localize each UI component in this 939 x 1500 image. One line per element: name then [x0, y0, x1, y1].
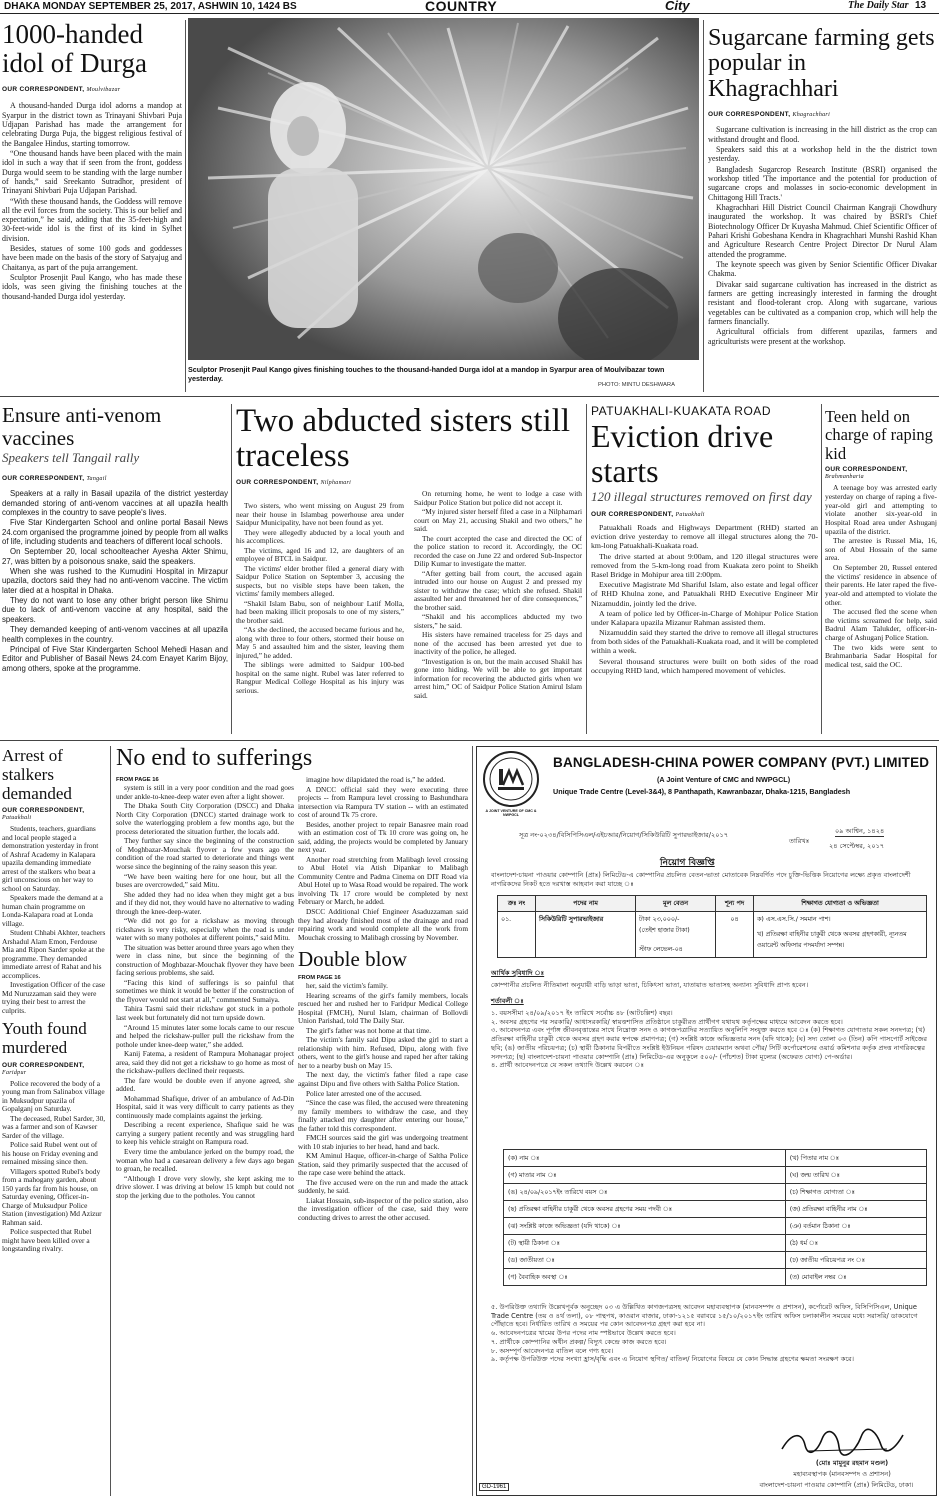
column-header: শিক্ষাগত যোগ্যতা ও অভিজ্ঞতা [754, 896, 927, 912]
subheadline: 120 illegal structures removed on first day [591, 489, 812, 505]
table-row: (ঝ) সংশ্লিষ্ট কাজে অভিজ্ঞতা (যদি থাকে) ঃ (ঞ) বর্তমান ঠিকানা ঃ [504, 1218, 927, 1235]
page-number: 13 [915, 0, 927, 11]
date-gregorian: ২৪ সেপ্টেম্বর, ২০১৭ [829, 842, 885, 850]
conditions-list-2 [491, 1303, 927, 1364]
table-row: (ণ) বৈবাহিক অবস্থা ঃ (ত) মোবাইল নম্বর ঃ [504, 1269, 927, 1286]
table-row: (ট) স্থায়ী ঠিকানা ঃ (ঠ) ধর্ম ঃ [504, 1235, 927, 1252]
section-city: City [665, 0, 690, 13]
article-col-1: Two sisters, who went missing on August 29 from near their house in Islambag powerhouse area under Saidpur Municipality, have not been found as yet. They were allegedly abducted by a local youth and his accomplices. The victims, aged 16 and 12, are daughters of an employee of BTCL in Saidpur. The victims' elder brother filed a general diary with Saidpur Police Station on September 3, accusing the suspects, but no visible steps have been taken, the victims' family members alleged. “Shakil Islam Babu, son of neighbour Latif Molla, had been making illicit proposals to one of my sisters,” the brother said. “As she declined, the accused became furious and he, along with three to four others, stormed their house on May 5 and assaulted him and the sister, leaving them injured,” he added. The siblings were admitted to Saidpur 100-bed hospital on the same night. Rubel was later referred to Rangpur Medical College Hospital as his injury was serious. [236, 501, 404, 695]
company-address: Unique Trade Centre (Level-3&4), 8 Panthapath, Kawranbazar, Dhaka-1215, Bangladesh [553, 787, 851, 796]
conditions-list [491, 1009, 927, 1070]
article-body: A teenage boy was arrested early yesterday on charge of raping a five-year-old girl and attempting to violate another six-year-old in Hospital Road area under Ashuganj upazila of the district. The arrestee is Russel Mia, 16, son of Abul Hossain of the same area. On September 20, Russel entered the victims' residence in absence of their parents. He later raped the five-year-old and attempted to violate the other. The accused fled the scene when the victims screamed for help, said Badrul Alam Talukder, officer-in-charge of Ashuganj Police Station. The two kids were sent to Brahmanbaria Sadar Hospital for medical test, said the OC. [825, 483, 937, 669]
signatory-title: মহাব্যবস্থাপক (মানবসম্পদ ও প্রশাসন) [793, 1470, 891, 1478]
condition-item: ৩. আবেদনপত্র এবং পূর্ণাঙ্গ জীবনবৃত্তান্তের সাথে নিম্নোক্ত সনদ ও কাগজপত্রাদির সত্যায়িত অনুলিপি সংযুক্ত করতে হবে ঃ (ক) শিক্ষাগত যোগ্যতার সকল সনদপত্র; (খ) প্রতিরক্ষা বাহিনীর চাকুরী থেকে অবসর গ্রহণ করার স্বপক্ষে প্রমাণপত্র; (গ) সংশ্লিষ্ট কাজে অভিজ্ঞতার সনদ (যদি থাকে); (ঘ) সদ্য তোলা ০৩ (তিন) কপি পাসপোর্ট সাইজের ছবি; (ঙ) জাতীয় পরিচয়পত্র; (চ) স্থায়ী ঠিকানার বিপরীতে সংশ্লিষ্ট ইউনিয়ন পরিষদ চেয়ারম্যান অথবা পৌর/ সিটি কর্পোরেশনের ওয়ার্ড কমিশনার কর্তৃক প্রদত্ত নাগরিকত্বের সনদপত্র; (ছ) বাংলাদেশ-চায়না পাওয়ার কোম্পানি (প্রাঃ) লিমিটেড-এর অনুকূলে ৫০০/- (পাঁচশত) টাকা মূল্যের (অফেরত যোগ্য) পে-অর্ডার। [491, 1026, 927, 1061]
table-row: (ড) জাতীয়তা ঃ (ঢ) জাতীয় পরিচয়পত্র নং ঃ [504, 1252, 927, 1269]
doubleblow-article [298, 948, 468, 1222]
byline: OUR CORRESPONDENT, Tangail [2, 475, 107, 483]
left-column [2, 746, 106, 1496]
recruitment-advertisement [476, 746, 937, 1496]
headline: Double blow [298, 947, 408, 972]
column-header: ক্রঃ নং [498, 896, 536, 912]
row-post: সিকিউরিটি সুপারভাইজার [536, 912, 636, 958]
row-serial: ০১. [498, 912, 536, 958]
byline: OUR CORRESPONDENT, Moulvibazar [2, 86, 121, 94]
sisters-article [236, 404, 582, 734]
condition-item: ৭. প্রার্থীকে কোম্পানির অধীন প্রকল্প/ বিদ্যুৎ কেন্দ্রে কাজ করতে হবে। [491, 1337, 667, 1346]
antivenom-article [2, 404, 228, 726]
reference-number: সূত্র নং-০২৩৪/বিসিপিসিএল/এইচআর/নিয়োগ/সিকিউরিটি সুপারভাইজার/২০১৭ [519, 831, 729, 839]
vacancy-table [497, 895, 927, 958]
applicant-info-table [503, 1149, 927, 1286]
table-row: (গ) মাতার নাম ঃ (ঘ) জন্ম তারিখ ঃ [504, 1167, 927, 1184]
table-row [498, 912, 927, 958]
benefits-title: আর্থিক সুবিধাদি ঃ [491, 969, 545, 977]
middle-column [298, 776, 468, 1496]
headline: 1000-handed idol of Durga [2, 19, 147, 78]
headline: Arrest of stalkers demanded [2, 746, 72, 804]
article-body: Speakers at a rally in Basail upazila of the district yesterday demanded storing of anti-venom vaccines at all upazila health complexes in the country to save people's lives. Five Star Kindergarten School and online portal Basail News 24.com organised the programme joined by people from all walks of life, including students and teachers of different local schools. On September 20, local schoolteacher Ayesha Akter Shimu, 27, was bitten by a poisonous snake, said the speakers. When she was rushed to the Kumudini Hospital in Mirzapur upazila, doctors said they had no anti-venom vaccine. The victim later died at a hospital in Dhaka. They do not want to lose any other bright person like Shimu due to lack of anti-venom vaccine at any hospital, said the speakers. They demanded keeping of anti-venom vaccines at all upazila health complexes in the country. Principal of Five Star Kindergarten School Mehedi Hasan and Editor and Publisher of Basail News 24.com Enayet Karim Bijoy, among others, spoke at the programme. [2, 489, 228, 673]
stalkers-article [2, 746, 106, 1015]
durga-photo [188, 18, 699, 360]
teen-article [825, 408, 937, 734]
company-logo-icon [483, 751, 539, 807]
condition-item: ৯. কর্তৃপক্ষ উপরিউক্ত পদের সংখ্যা হ্রাস/বৃদ্ধি এবং এ নিয়োগ স্থগিত/ বাতিল/ নিয়োগের বিষয়ে যে কোন সিদ্ধান্ত গ্রহণের ক্ষমতা সংরক্ষণ করে। [491, 1355, 855, 1364]
table-row: (ঙ) ২৪/০৯/২০১৭ইং তারিখে বয়স ঃ (চ) শিক্ষাগত যোগ্যতা ঃ [504, 1184, 927, 1201]
condition-item: ৮. অসম্পূর্ণ আবেদনপত্র বাতিল বলে গণ্য হবে। [491, 1346, 614, 1355]
byline: OUR CORRESPONDENT, Patuakhali [591, 511, 705, 519]
byline: OUR CORRESPONDENT, Brahmanbaria [825, 466, 908, 481]
headline: No end to sufferings [116, 745, 313, 771]
signature-icon [777, 1427, 907, 1457]
article-body: A thousand-handed Durga idol adorns a mandop at Syarpur in the district town as Trinayani Shivbari Puja Udjapan Parishad has made the arrangement for celebrating Durga Puja, the biggest religious festival of the Bangalee Hindus, starting tomorrow. “One thousand hands have been placed with the main idol in such a way that if seen from the front, goddess Durga would seem to be standing with the large number of hands,” said Sreekanto Sutradhor, president of Trinayani Shivbari Puja Udjapan Parishad. “With these thousand hands, the Goddess will remove all the evil forces from the society. This is our belief and expectation,” he said, adding that the 35-feet-high and 30-feet-wide idol is the first of its kind in Sylhet division. Besides, statues of some 100 gods and goddesses have been made on the basis of the story of Satyajug and Chaitanya, as part of the puja arrangement. Sculptor Prosenjit Paul Kango, who has made these idols, was seen giving the finishing touches at the thousand-handed Durga idol yesterday. [2, 101, 182, 301]
kicker: PATUAKHALI-KUAKATA ROAD [591, 404, 771, 418]
condition-item: ৬. আবেদনপত্রের খামের উপর পদের নাম স্পষ্টভাবে উল্লেখ করতে হবে। [491, 1329, 676, 1338]
ad-code: GD-1961 [479, 1483, 509, 1491]
article-body: Students, teachers, guardians and local people staged a demonstration yesterday in front of Ashraf Academy in Kalapara upazila demanding immediate arrest of the stalkers who beat a girl unconscious on her way to school on Saturday. Speakers made the demand at a human chain programme on Londa-Kalapara road at Londa village. Student Chhabi Akhter, teachers Arshadul Alam Emon, Ferdouse Mia and Ripon Sarder spoke at the programme. They demanded immediate arrest of Rahat and his accomplices. Investigation Officer of the case Md Nuruzzaman said they were trying their best to arrest the culprits. [2, 824, 106, 1015]
company-name: BANGLADESH-CHINA POWER COMPANY (PVT.) LIMITED [553, 755, 930, 770]
paper-name: The Daily Star [848, 0, 909, 11]
condition-item: ১. বয়সসীমা ২৪/০৯/২০১৭ ইং তারিখে সর্বোচ্চ ৪৮ (আটচল্লিশ) বছর। [491, 1009, 673, 1017]
date-bengali: ০৯ আশ্বিন, ১৪২৪ [835, 827, 885, 835]
article-body: her, said the victim's family. Hearing screams of the girl's family members, locals rescued her and rushed her to Faridpur Medical College Hospital (FMCH), Nurul Islam, chairman of Bollovdi Union Parishad, told The Daily Star. The girl's father was not home at that time. The victim's family said Dipu asked the girl to start a relationship with him. Refused, Dipu, along with five others, went to the girl's house and raped her after taking her to a nearby bush on May 15. The next day, the victim's father filed a rape case against Dipu and five others with Saltha Police Station. Police later arrested one of the accused. “Since the case was filed, the accused were threatening my family members to withdraw the case, and they finally attacked my daughter after entering our house,” the father told this correspondent. FMCH sources said the girl was undergoing treatment with 10 stab injuries to her head, hand and back. KM Aminul Haque, officer-in-charge of Saltha Police Station, said they primarily suspected that the accused of the rape case were behind the attack. The five accused were on the run and made the attack suddenly, he said. Liakat Hossain, sub-inspector of the police station, also the investigation officer of the case, said they were conducting drives to arrest the other accused. [298, 981, 468, 1222]
joint-venture: (A Joint Venture of CMC and NWPGCL) [657, 775, 791, 784]
continued-from: FROM PAGE 16 [298, 975, 341, 982]
subheadline: Speakers tell Tangail rally [2, 450, 140, 466]
headline: Two abducted sisters still traceless [236, 403, 571, 474]
photo-graphic [188, 18, 699, 360]
headline: Ensure anti-venom vaccines [2, 403, 162, 450]
continued-from: FROM PAGE 16 [116, 777, 159, 784]
masthead-date: DHAKA MONDAY SEPTEMBER 25, 2017, ASHWIN 10, 1424 BS [4, 1, 297, 12]
article-col-1: system is still in a very poor condition and the road goes under ankle-to-knee-deep water even after a light shower. The Dhaka South City Corporation (DSCC) and Dhaka North City Corporation (DNCC) started drainage work to solve the waterlogging problem a few months ago, but the process deteriorated the situation further, the locals add. They further say since the beginning of the construction of Moghbazar-Mouchak flyover a few years ago the condition of the road started to deteriorate and things went worse since the beginning of the rainy season this year. “We have been waiting here for one hour, but all the buses are overcrowded,” said Mitu. She added they had no idea when they might get a bus and if they did not, they would have no alternative to wading through the knee-deep-water. “We did not go for a rickshaw as moving through rickshaws is very risky, especially when the road is under water with so many potholes at different points,” said Mitu. The situation was better around three years ago when they were in class nine, but since the beginning of the construction of Moghbazar-Mouchak flyover they have been facing serious problems, she said. “Facing this kind of sufferings is so painful that sometimes we think it would be better if the construction of the flyover would not start at all,” commented Sumaiya. Tahira Tasmi said their rickshaw got stuck in a pothole last week but fortunately did not turn upside down. “Around 15 minutes later some locals came to our rescue and helped the rickshaw-puller pull the rickshaw from the pothole under knee-deep water,” she added. Kanij Fatema, a resident of Rampura Mohanagar project area, said they did not get a rickshaw to go home as most of the rickshaw-pullers declined their requests. The fare would be double even if anyone agreed, she added. Mohammad Shafique, driver of an ambulance of Ad-Din Hospital, said it was very difficult to carry patients as they continuously made complaints against the jerking. Describing a recent experience, Shafique said he was carrying a surgery patient recently and was struggling hard to keep his vehicle straight on Rampura road. Every time the ambulance jerked on the bumpy road, the woman who had a caesarean delivery a few days ago began to groan, he recalled. “Although I drove very slowly, she kept asking me to drive slower. I was driving at below 15 kmph but could not stop the jerking due to the potholes. You cannot [116, 783, 294, 1200]
byline: OUR CORRESPONDENT, Patuakhali [2, 807, 85, 822]
article-body: Sugarcane cultivation is increasing in the hill district as the crop can withstand drought and flood. Speakers said this at a workshop held in the the district town yesterday. Bangladesh Sugarcrop Research Institute (BSRI) organised the workshop titled 'The importance and the potential for production of sugarcane crops and molasses in socio-economic development in Chittagong Hill Tracts.' Khagrachhari Hill District Council Chairman Kangraji Chowdhury inaugurated the workshop. It was chaired by BSRI's Chief Biotechnology Officer Dr Kuyasha Mahmud. Chief Scientific Officer of Pahari Krishi Gobeshana Kendra in Khagrachhari Munshi Rashid Khan and Agriculture Research Centre Project Director Dr Nurul Alam attended the programme. The keynote speech was given by Senior Scientific Officer Divakar Chakma. Divakar said sugarcane cultivation has increased in the district as farmers are getting increasingly interested in farming the drought resistant and flood-tolerant crop. Along with sugarcane, various vegetables can be cultivated as a companion crop, which will help the farmers financially. Agricultural officials from different upazilas, farmers and agriculturists were present at the workshop. [708, 125, 937, 346]
article-col-2: On returning home, he went to lodge a case with Saidpur Police Station but police did not accept it. “My injured sister herself filed a case in a Nilphamari court on May 21, accusing Shakil and two others,” he said. The court accepted the case and directed the OC of the police station to record it. Accordingly, the OC recorded the case on June 22 and ordered Sub-Inspector Dilip Kumar to investigate the matter. “After getting bail from court, the accused again intruded into our house on August 2 and pressed my sister to withdraw the case; which she refused. Shakil assaulted her and threatened her of dire consequences,” the brother said. “Shakil and his accomplices abducted my two sisters,” he said. His sisters have remained traceless for 25 days and none of the accused has been arrested yet due to inactivity of the police, he alleged. “Investigation is on, but the main accused Shakil has gone into hiding. We will be able to get important information for recovering the abducted girls when we arrest him,” OC of Saidpur Police Station Amirul Islam said. [414, 489, 582, 700]
youth-article [2, 1019, 106, 1253]
notice-heading: নিয়োগ বিজ্ঞপ্তি [660, 858, 715, 868]
sufferings-col-2: imagine how dilapidated the road is,” he added. A DNCC official said they were executing three projects -- from Rampura level crossing to Bashundhara intersection via Rampura TV station -- with an estimated cost of around Tk 75 crore. Besides, another project to repair Banasree main road with an estimation cost of Tk 10 crore was going on, he said, adding, the projects would be completed by January next year. Another road stretching from Malibagh level crossing to Abul Hotel via Atish Dipankar to Malibagh Community Centre and Padma Cinema on DIT Road via Abul Hotel up to Wasa Road would be repaired. The work involving Tk 17 crore would be completed by next February or March, he added. DSCC Additional Chief Engineer Asaduzzaman said they had already finished most of the drainage and road repairing work and would complete all the work from Mouchak crossing to Malibagh crossing by November. [298, 775, 468, 942]
headline: Eviction drive starts [591, 418, 774, 489]
logo-caption: A JOINT VENTURE OF CMC & NWPGCL [485, 809, 537, 817]
column-header: মূল বেতন [636, 896, 716, 912]
eviction-article [591, 404, 818, 734]
photo-caption: Sculptor Prosenjit Paul Kango gives finishing touches to the thousand-handed Durga idol at a mandop in Syarpur area of Moulvibazar town yesterday. [188, 365, 665, 383]
headline: Sugarcane farming gets popular in Khagrachhari [708, 25, 935, 102]
sugarcane-article [708, 26, 937, 392]
row-qualification: ক) এস.এস.সি./ সমমান পাশ। খ) প্রতিরক্ষা বাহিনীর চাকুরী থেকে অবসর গ্রহণকারী, ন্যূনতম ওয়ারেন্ট অফিসার পদমর্যাদা সম্পন্ন। [754, 912, 927, 958]
durga-article [2, 20, 182, 392]
byline: OUR CORRESPONDENT, Nilphamari [236, 479, 352, 487]
signatory-org: বাংলাদেশ-চায়না পাওয়ার কোম্পানি (প্রাঃ) লিমিটেড, ঢাকা। [759, 1481, 914, 1489]
table-header-row [498, 896, 927, 912]
row-vacancy: ০৪ [716, 912, 754, 958]
sufferings-article [116, 745, 313, 1496]
date-label: তারিখঃ [789, 837, 810, 845]
condition-item: ৫. উপরিউক্ত তথ্যাদি উল্লেখপূর্বক অনুচ্ছেদ ০৩ এ উল্লিখিত কাগজপত্রসহ আবেদন মহাব্যবস্থাপক (মানবসম্পদ ও প্রশাসন), কর্পোরেট অফিস, বিসিপিসিএল, Unique Trade Centre (তয় ও ৪র্থ তলা), ০৮ পান্থপথ, কাওরান বাজার, ঢাকা-১২১৫ বরাবরে ১৫/১০/২০১৭ইং তারিখ অফিস চলাকালীন সময়ের মধ্যে সরাসরি/ ডাকযোগে পৌঁছাতে হবে। নির্ধারিত তারিখ ও সময়ের পর কোন আবেদনপত্র গ্রহণ করা হবে না। [491, 1303, 918, 1329]
masthead [0, 0, 939, 14]
column-header: পদের নাম [536, 896, 636, 912]
byline: OUR CORRESPONDENT, Faridpur [2, 1061, 85, 1076]
table-row: (ছ) প্রতিরক্ষা বাহিনীর চাকুরী থেকে অবসর গ্রহণের সময় পদবী ঃ (জ) প্রতিরক্ষা বাহিনীর নাম ঃ [504, 1201, 927, 1218]
conditions-title: শর্তাবলী ঃ [491, 997, 524, 1005]
section-name: COUNTRY [425, 0, 498, 14]
signatory-name: (মোঃ মামুনুর রহমান মণ্ডল) [815, 1459, 889, 1467]
column-header: শূন্য পদ [716, 896, 754, 912]
byline: OUR CORRESPONDENT, Khagrachhari [708, 111, 831, 119]
table-row: (ক) নাম ঃ (খ) পিতার নাম ঃ [504, 1150, 927, 1167]
article-body: Patuakhali Roads and Highways Department (RHD) started an eviction drive yesterday to remove all illegal structures along the 70-km-long Patuakhali-Kuakata road. The drive started at about 9:00am, and 120 illegal structures were removed from the 5-km-long road from Kuakata zero point to Sheikh Rasel Bridge in Mohipur area till 2:00pm. Executive Magistrate Md Shariful Islam, also estate and legal officer of RHD Khulna zone, and Patuakhali RHD Executive Engineer Mir Nizamuddin, jointly led the drive. A team of police led by Officer-in-Charge of Mohipur Police Station under Kalapara upazila Mizanur Rahman assisted them. Nizamuddin said they started the drive to remove all illegal structures from both sides of the Patuakhali-Kuakata road, and it will be completed within a week. Several thousand structures were built on both sides of the road occupying RHD land, which hampered movement of vehicles. [591, 523, 818, 675]
article-body: Police recovered the body of a young man from Salinabox village in Muksudpur upazila of Gopalganj on Saturday. The deceased, Rubel Sarder, 30, was a farmer and son of Kawser Sarder of the village. Police said Rubel went out of his house on Friday evening and remained missing since then. Villagers spotted Rubel's body from a mahogany garden, about 150 yards far from his house, on Saturday evening, Officer-in-Charge of Muksudpur Police Station (investigation) Md Azizur Rahman said. Police suspected that Rubel might have been killed over a longstanding rivalry. [2, 1078, 106, 1254]
headline: Teen held on charge of raping kid [825, 407, 933, 463]
condition-item: ৪. প্রার্থী আবেদনপত্রে যে সকল তথ্যাদি উল্লেখ করবেন ঃ [491, 1061, 644, 1070]
benefits-text: কোম্পানীর প্রচলিত নীতিমালা অনুযায়ী বাড়ি ভাড়া ভাতা, চিকিৎসা ভাতা, যাতায়াত ভাতাসহ অন্যান্য সুবিধাদি প্রাপ্য হবেন। [491, 981, 809, 989]
condition-item: ২. অবসর গ্রহণের পর সরকারি/ আধাসরকারি/ স্বায়ত্তশাসিত প্রতিষ্ঠানে চাকুরীরত প্রার্থীগণ যথাযথ কর্তৃপক্ষের মাধ্যমে আবেদন করতে হবে। [491, 1017, 843, 1026]
notice-intro: বাংলাদেশ-চায়না পাওয়ার কোম্পানি (প্রাঃ) লিমিটেড-এ কোম্পানির প্রচলিত বেতন-ভাতা মোতাবেক নিম্নবর্ণিত পদে চুক্তি-ভিত্তিক নিয়োগের লক্ষ্যে প্রকৃত বাংলাদেশী নাগরিকদের নিকট হতে দরখাস্ত আহবান করা যাচ্ছে ঃ [491, 871, 911, 888]
photo-credit: PHOTO: MINTU DESHWARA [598, 382, 675, 388]
row-salary: টাকা ২৩,০০০/- (তেইশ হাজার টাকা) স্টাফ লেভেল-০৪ [636, 912, 716, 958]
headline: Youth found murdered [2, 1019, 87, 1058]
